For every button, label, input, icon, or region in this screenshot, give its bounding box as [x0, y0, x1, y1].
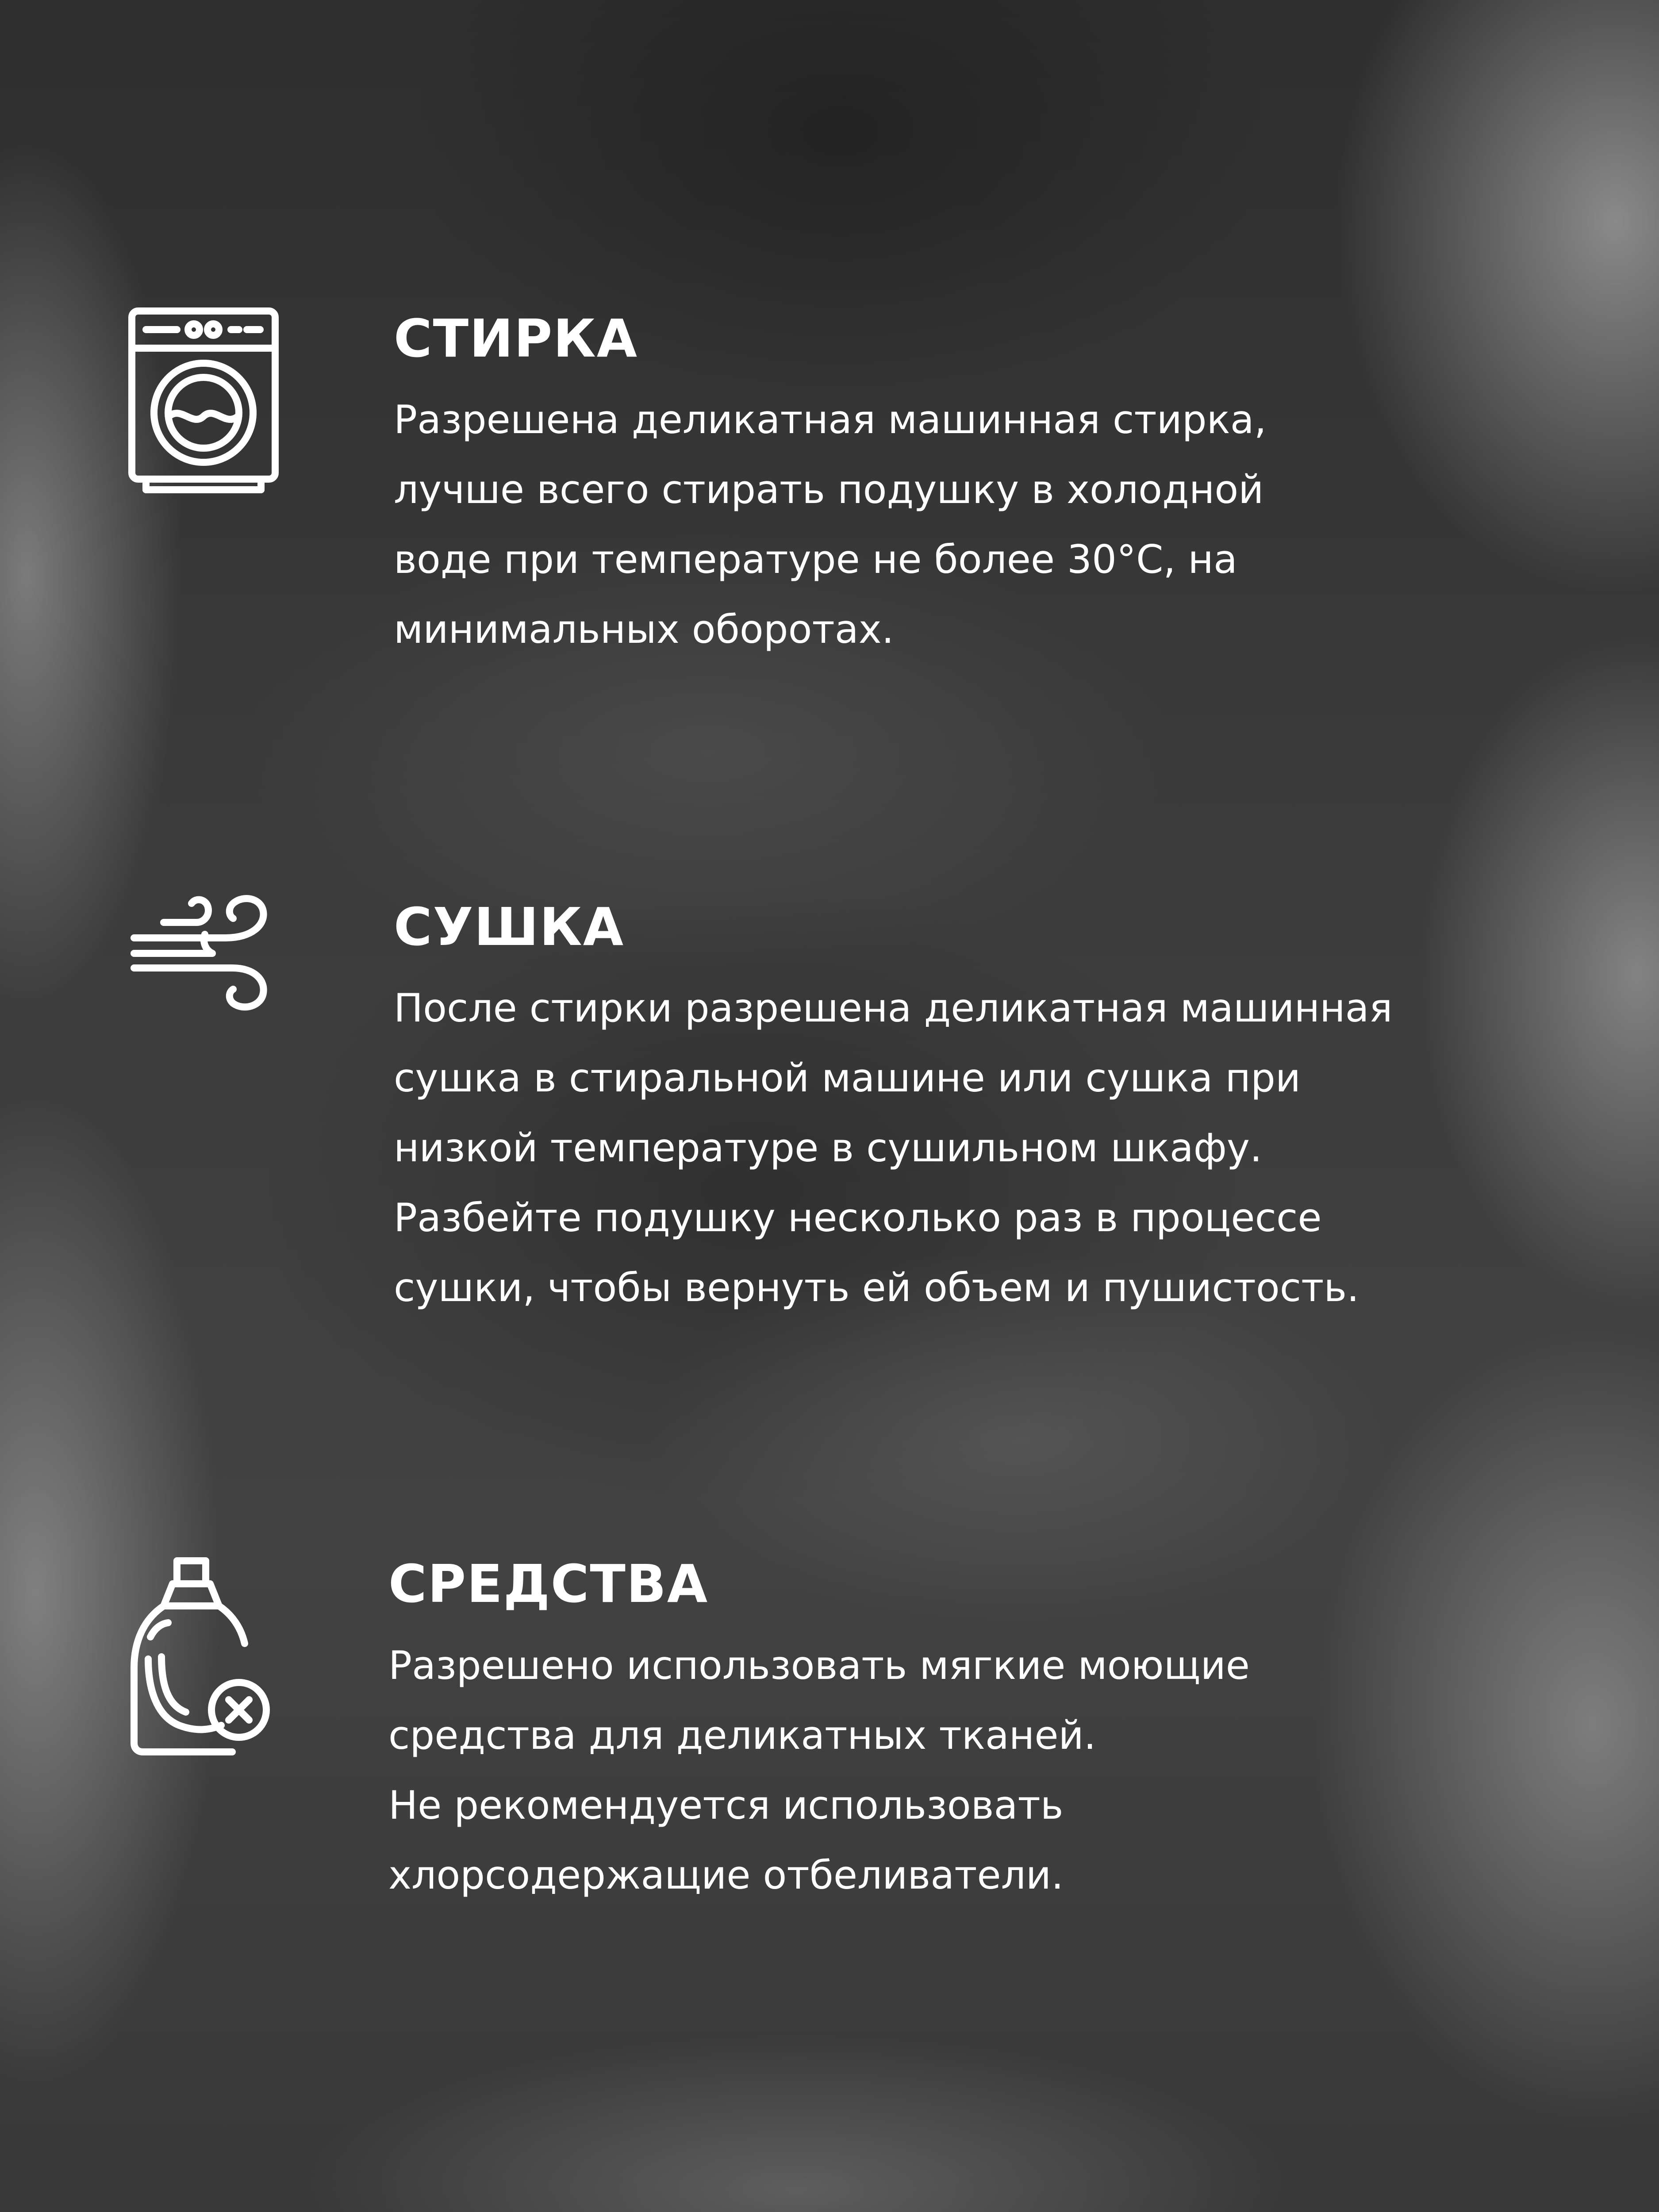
washing-machine-icon	[128, 307, 279, 493]
section-description	[388, 1631, 1250, 1910]
description-line: Разрешена деликатная машинная стирка,	[394, 397, 1267, 442]
description-line: низкой температуре в сушильном шкафу.	[394, 1125, 1262, 1171]
description-line: Не рекомендуется использовать	[388, 1782, 1064, 1828]
section-description	[394, 973, 1393, 1323]
description-line: сушка в стиральной машине или сушка при	[394, 1055, 1301, 1101]
detergent-no-bleach-icon	[131, 1557, 272, 1756]
description-line: Разбейте подушку несколько раз в процессе	[394, 1195, 1322, 1240]
description-line: минимальных оборотах.	[394, 607, 894, 652]
description-line: лучше всего стирать подушку в холодной	[394, 467, 1264, 512]
description-line: сушки, чтобы вернуть ей объем и пушистость.	[394, 1265, 1359, 1310]
wind-icon	[131, 894, 272, 1013]
description-line: воде при температуре не более 30°С, на	[394, 537, 1237, 582]
section-title: СРЕДСТВА	[388, 1553, 709, 1614]
description-line: Разрешено использовать мягкие моющие	[388, 1643, 1250, 1688]
section-title: СУШКА	[394, 896, 625, 957]
section-title: СТИРКА	[394, 308, 638, 369]
description-line: хлорсодержащие отбеливатели.	[388, 1852, 1064, 1898]
description-line: После стирки разрешена деликатная машинная	[394, 985, 1393, 1031]
description-line: средства для деликатных тканей.	[388, 1713, 1096, 1758]
section-description	[394, 385, 1267, 664]
